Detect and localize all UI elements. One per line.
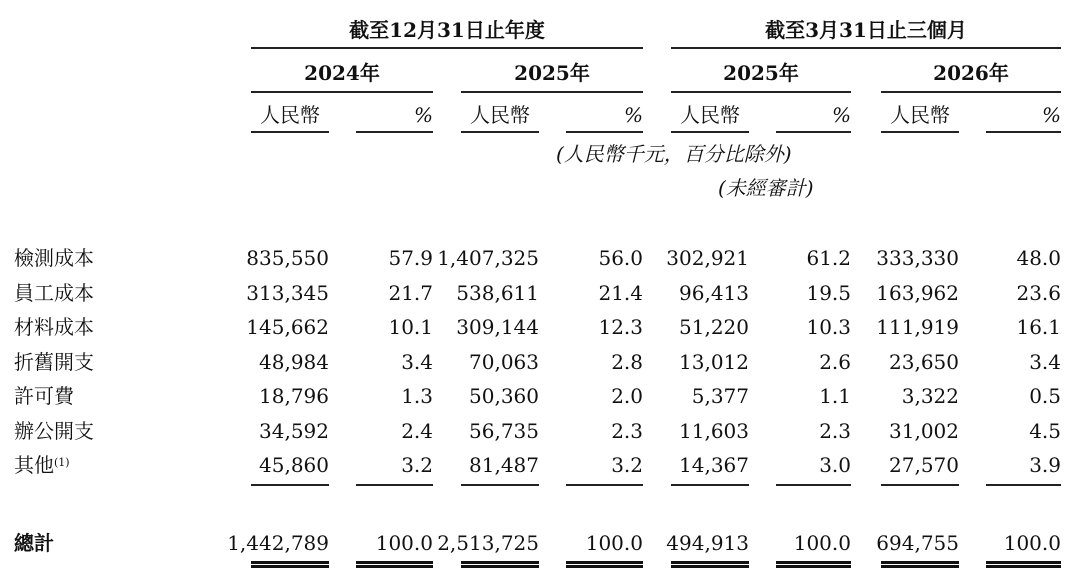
col-header-pct-2: % [623, 103, 643, 127]
rule-period-q [671, 47, 1061, 49]
cell-amount: 27,570 [889, 453, 959, 477]
rule-year-1 [251, 91, 433, 93]
row-label [14, 419, 94, 443]
cell-amount: 302,921 [666, 246, 749, 270]
rule-sub-4a [881, 131, 959, 133]
year-header-2: 2025年 [514, 61, 590, 85]
col-header-pct-4: % [1041, 103, 1061, 127]
rule-total-top-2b [566, 484, 643, 486]
cell-amount: 111,919 [876, 315, 959, 339]
cell-percent: 3.4 [1029, 349, 1061, 374]
cell-percent: 2.3 [819, 418, 851, 443]
cell-percent: 21.4 [598, 280, 643, 305]
col-header-rmb-2: 人民幣 [470, 103, 530, 127]
cell-amount: 50,360 [469, 384, 539, 408]
total-percent: 100.0 [1003, 531, 1061, 555]
cell-amount: 309,144 [456, 315, 539, 339]
rule-total-double-1a [251, 561, 329, 568]
rule-total-top-1b [356, 484, 433, 486]
rule-total-top-4a [881, 484, 959, 486]
cell-percent: 4.5 [1029, 418, 1061, 443]
rule-sub-1b [356, 131, 433, 133]
col-header-pct-3: % [831, 103, 851, 127]
cell-amount: 96,413 [679, 280, 749, 305]
cell-amount: 18,796 [259, 384, 329, 408]
cell-amount: 313,345 [246, 280, 329, 305]
total-percent: 100.0 [793, 531, 851, 555]
row-label-text: 其他 [14, 453, 54, 477]
row-label [14, 350, 94, 374]
cell-amount: 11,603 [679, 418, 749, 443]
cell-percent: 48.0 [1016, 246, 1061, 270]
col-header-rmb-4: 人民幣 [890, 103, 950, 127]
row-label [14, 384, 74, 408]
cell-percent: 2.8 [611, 349, 643, 374]
row-label [14, 315, 94, 339]
cell-amount: 333,330 [876, 246, 959, 270]
rule-period-fy [251, 47, 643, 49]
year-header-3: 2025年 [723, 61, 799, 85]
rule-sub-2a [461, 131, 539, 133]
row-label-text: 檢測成本 [14, 246, 94, 270]
cell-percent: 23.6 [1016, 280, 1061, 305]
cell-amount: 14,367 [679, 453, 749, 477]
cell-amount: 81,487 [469, 453, 539, 477]
cell-percent: 2.3 [611, 418, 643, 443]
rule-total-double-3a [671, 561, 749, 568]
rule-total-top-2a [461, 484, 539, 486]
year-header-1: 2024年 [304, 61, 380, 85]
col-header-rmb-1: 人民幣 [260, 103, 320, 127]
cell-percent: 57.9 [388, 246, 433, 270]
rule-sub-3a [671, 131, 749, 133]
cell-percent: 61.2 [806, 246, 851, 270]
rule-total-double-2a [461, 561, 539, 568]
row-label [14, 453, 70, 477]
row-label [14, 281, 94, 305]
cell-amount: 1,407,325 [437, 246, 539, 270]
cell-amount: 34,592 [259, 418, 329, 443]
col-header-pct-1: % [413, 103, 433, 127]
rule-year-3 [671, 91, 851, 93]
rule-sub-2b [566, 131, 643, 133]
cell-percent: 3.9 [1029, 453, 1061, 477]
cell-amount: 70,063 [469, 349, 539, 374]
cell-percent: 3.4 [401, 349, 433, 374]
cell-amount: 23,650 [889, 349, 959, 374]
total-amount: 694,755 [876, 531, 959, 555]
total-amount: 1,442,789 [227, 531, 329, 555]
rule-total-top-3a [671, 484, 749, 486]
cell-percent: 0.5 [1029, 384, 1061, 408]
cell-percent: 12.3 [598, 315, 643, 339]
unaudited-note: (未經審計) [718, 176, 814, 200]
cell-amount: 145,662 [246, 315, 329, 339]
cell-amount: 538,611 [456, 280, 539, 305]
cell-percent: 3.2 [401, 453, 433, 477]
cell-percent: 2.6 [819, 349, 851, 374]
cell-percent: 16.1 [1016, 315, 1061, 339]
cell-percent: 1.3 [401, 384, 433, 408]
cell-amount: 163,962 [876, 280, 959, 305]
cell-percent: 10.1 [388, 315, 433, 339]
cell-percent: 56.0 [598, 246, 643, 270]
total-amount: 2,513,725 [437, 531, 539, 555]
rule-sub-4b [986, 131, 1061, 133]
cell-percent: 21.7 [388, 280, 433, 305]
rule-total-double-3b [776, 561, 851, 568]
rule-year-4 [881, 91, 1061, 93]
total-label: 總計 [14, 531, 54, 555]
rule-total-top-4b [986, 484, 1061, 486]
col-header-rmb-3: 人民幣 [680, 103, 740, 127]
row-label-text: 材料成本 [14, 315, 94, 339]
cell-amount: 31,002 [889, 418, 959, 443]
year-header-4: 2026年 [933, 61, 1009, 85]
total-percent: 100.0 [585, 531, 643, 555]
rule-total-top-3b [776, 484, 851, 486]
rule-year-2 [461, 91, 643, 93]
row-label-text: 員工成本 [14, 280, 94, 305]
cell-amount: 51,220 [679, 315, 749, 339]
cell-amount: 3,322 [901, 384, 959, 408]
cell-amount: 56,735 [469, 418, 539, 443]
rule-total-double-1b [356, 561, 433, 568]
unit-note: (人民幣千元，百分比除外) [556, 142, 792, 166]
cell-percent: 2.0 [611, 384, 643, 408]
row-label [14, 246, 94, 270]
footnote-marker: (1) [54, 456, 70, 469]
cell-percent: 1.1 [819, 384, 851, 408]
rule-total-double-4b [986, 561, 1061, 568]
row-label-text: 辦公開支 [14, 418, 94, 443]
cell-percent: 3.2 [611, 453, 643, 477]
period-header-fiscal-year: 截至12月31日止年度 [349, 18, 545, 42]
rule-total-top-1a [251, 484, 329, 486]
rule-sub-3b [776, 131, 851, 133]
rule-total-double-4a [881, 561, 959, 568]
cell-amount: 5,377 [691, 384, 749, 408]
cell-amount: 48,984 [259, 349, 329, 374]
period-header-three-months: 截至3月31日止三個月 [765, 18, 967, 42]
total-percent: 100.0 [375, 531, 433, 555]
row-label-text: 許可費 [14, 384, 74, 408]
cell-percent: 19.5 [806, 280, 851, 305]
cell-percent: 3.0 [819, 453, 851, 477]
cell-amount: 835,550 [246, 246, 329, 270]
rule-total-double-2b [566, 561, 643, 568]
cell-amount: 13,012 [679, 349, 749, 374]
rule-sub-1a [251, 131, 329, 133]
row-label-text: 折舊開支 [14, 349, 94, 374]
total-amount: 494,913 [666, 531, 749, 555]
cell-percent: 10.3 [806, 315, 851, 339]
cell-percent: 2.4 [401, 418, 433, 443]
cell-amount: 45,860 [259, 453, 329, 477]
